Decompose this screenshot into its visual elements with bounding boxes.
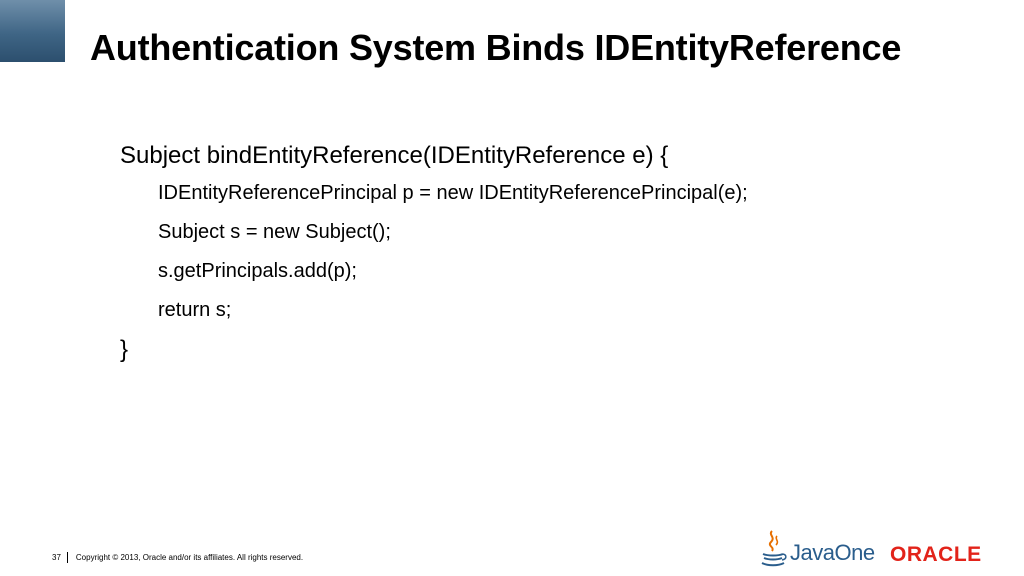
copyright-notice: Copyright © 2013, Oracle and/or its affiliates. All rights reserved. — [75, 552, 304, 562]
code-method-signature: Subject bindEntityReference(IDEntityReference e) { — [120, 142, 669, 169]
page-number: 37 — [52, 552, 61, 562]
code-line: IDEntityReferencePrincipal p = new IDEntityReferencePrincipal(e); — [158, 182, 748, 204]
slide-title: Authentication System Binds IDEntityReference — [90, 27, 902, 68]
javaone-logo — [758, 528, 878, 570]
code-line: s.getPrincipals.add(p); — [158, 260, 357, 282]
code-line: return s; — [158, 299, 232, 321]
javaone-wordmark: JavaOne — [790, 540, 875, 565]
java-cup-icon — [758, 528, 788, 570]
code-closing-brace: } — [120, 336, 129, 363]
corner-accent-block — [0, 0, 65, 62]
oracle-logo: ORACLE — [890, 543, 982, 566]
slide-footer — [52, 550, 303, 564]
code-line: Subject s = new Subject(); — [158, 221, 391, 243]
footer-divider — [67, 552, 68, 563]
code-snippet — [120, 138, 748, 368]
